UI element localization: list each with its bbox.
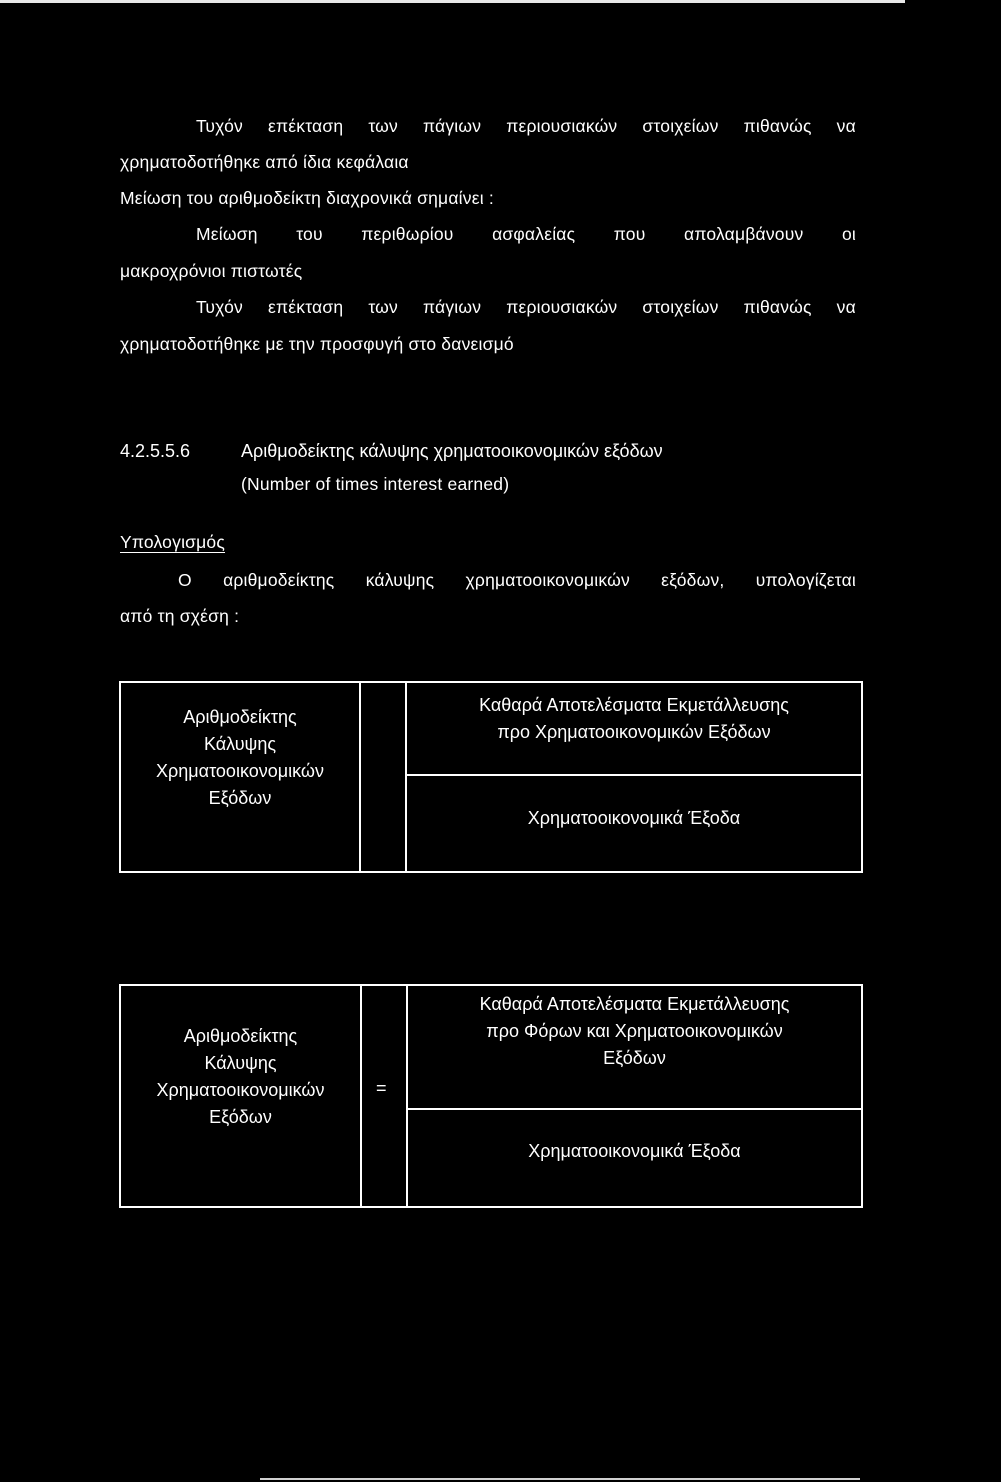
formula-2-denominator: Χρηματοοικονομικά Έξοδα <box>528 1141 741 1161</box>
word: περιθωρίου <box>361 224 454 244</box>
section-subtitle: (Number of times interest earned) <box>241 474 510 494</box>
word: πάγιων <box>423 116 482 136</box>
word: επέκταση <box>267 297 344 317</box>
formula-1-denominator: Χρηματοοικονομικά Έξοδα <box>527 808 741 828</box>
formula-1-numerator: Καθαρά Αποτελέσματα Εκμετάλλευσης προ Χρηματοοικονομικών Εξόδων <box>479 695 789 742</box>
formula-2-left-label: Αριθμοδείκτης Κάλυψης Χρηματοοικονομικών Εξόδων <box>156 1026 325 1127</box>
word: των <box>368 297 398 317</box>
word: περιουσιακών <box>506 297 618 317</box>
word: των <box>368 116 398 136</box>
word: κάλυψης <box>365 570 435 590</box>
word: εξόδων, <box>661 570 725 590</box>
formula-2-numerator: Καθαρά Αποτελέσματα Εκμετάλλευσης προ Φόρων και Χρηματοοικονομικών Εξόδων <box>479 994 790 1068</box>
word: απολαμβάνουν <box>684 224 804 244</box>
paragraph-line-6 <box>196 297 856 318</box>
word: που <box>613 224 646 244</box>
word: Ο <box>178 570 192 590</box>
word: να <box>836 297 856 317</box>
word: να <box>836 116 856 136</box>
paragraph-line-2: χρηματοδοτήθηκε από ίδια κεφάλαια <box>120 152 409 172</box>
calc-heading: Υπολογισμός <box>120 532 226 552</box>
paragraph-line-7: χρηματοδοτήθηκε με την προσφυγή στο δανεισμό <box>120 334 514 354</box>
paragraph-line-1 <box>196 116 856 137</box>
word: Τυχόν <box>196 297 243 317</box>
word: στοιχείων <box>642 116 719 136</box>
word: χρηματοοικονομικών <box>465 570 630 590</box>
word: ασφαλείας <box>492 224 576 244</box>
word: πάγιων <box>423 297 482 317</box>
word: οι <box>841 224 856 244</box>
top-rule <box>0 0 905 3</box>
word: επέκταση <box>267 116 344 136</box>
paragraph-line-4 <box>196 224 856 245</box>
section-number: 4.2.5.5.6 <box>120 441 191 461</box>
word: του <box>296 224 323 244</box>
paragraph-line-3: Μείωση του αριθμοδείκτη διαχρονικά σημαίνει : <box>120 188 494 208</box>
word: πιθανώς <box>743 297 812 317</box>
word: περιουσιακών <box>506 116 618 136</box>
bottom-rule <box>260 1478 860 1480</box>
word: πιθανώς <box>743 116 812 136</box>
formula-1-left-label: Αριθμοδείκτης Κάλυψης Χρηματοοικονομικών Εξόδων <box>156 707 324 808</box>
calc-line-2: από τη σχέση : <box>120 606 240 626</box>
word: Μείωση <box>196 224 258 244</box>
formula-2-equals: = <box>376 1078 387 1098</box>
calc-line-1 <box>178 570 856 591</box>
word: Τυχόν <box>196 116 243 136</box>
word: αριθμοδείκτης <box>223 570 335 590</box>
section-title: Αριθμοδείκτης κάλυψης χρηματοοικονομικών εξόδων <box>241 441 663 461</box>
word: υπολογίζεται <box>755 570 856 590</box>
paragraph-line-5: μακροχρόνιοι πιστωτές <box>120 261 303 281</box>
word: στοιχείων <box>642 297 719 317</box>
